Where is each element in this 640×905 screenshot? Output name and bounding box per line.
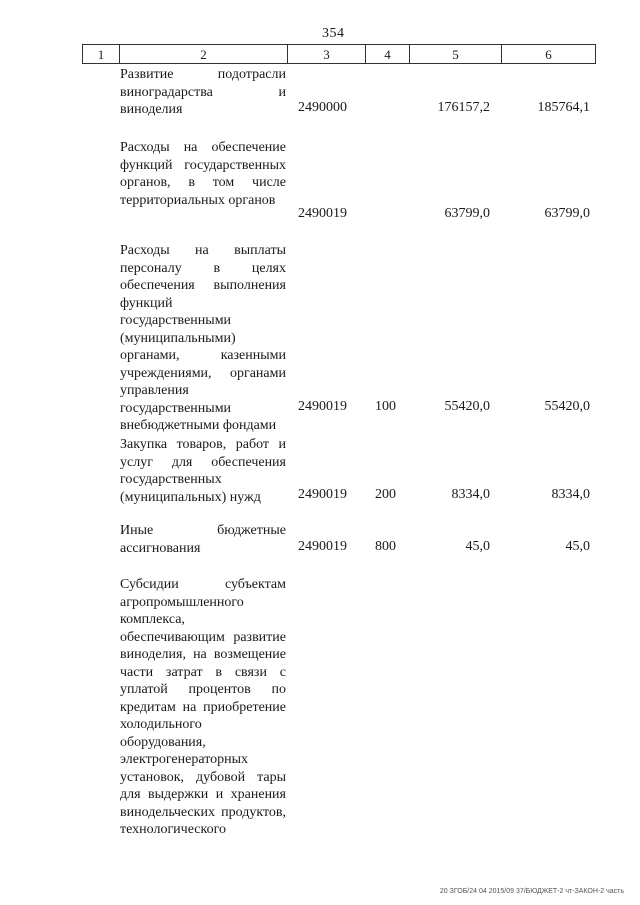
row-code: 2490019: [298, 206, 347, 221]
print-footer: 20 ЗГОБ/24 04 2015/09 37/БЮДЖЕТ-2 чт-ЗАКОН-2 часть: [439, 888, 624, 895]
row-description: Закупка товаров, работ и услуг для обеспечения государственных (муниципальных) нужд: [120, 437, 286, 505]
column-header-5: 5: [409, 45, 501, 63]
row-value-col6: 45,0: [565, 539, 590, 554]
row-description: Иные бюджетные ассигнования: [120, 523, 286, 556]
row-description: Расходы на выплаты персоналу в целях обеспечения выполнения функций государственными (муниципальными) органами, казенными учреждениями, органами управления государственными внебюджетными фондами: [120, 243, 286, 433]
page-number: 354: [322, 26, 345, 41]
row-value-col6: 8334,0: [551, 487, 590, 502]
row-expense-type: 800: [375, 539, 396, 554]
column-header-1: 1: [97, 47, 105, 62]
column-header-4: 4: [365, 45, 409, 63]
row-value-col5: 45,0: [465, 539, 490, 554]
row-value-col5: 55420,0: [444, 399, 490, 414]
row-description: Субсидии субъектам агропромышленного комплекса, обеспечивающим развитие виноделия, на возмещение части затрат в связи с уплатой процентов по кредитам на приобретение холодильного оборудования, электрогенераторных установок, дубовой тары для выдержки и хранения винодельческих продуктов, технологического: [120, 577, 286, 837]
row-value-col6: 63799,0: [544, 206, 590, 221]
column-header-3: 3: [287, 45, 365, 63]
row-code: 2490019: [298, 399, 347, 414]
row-description: Расходы на обеспечение функций государственных органов, в том числе территориальных органов: [120, 140, 286, 208]
column-header-6: 6: [501, 45, 595, 63]
row-code: 2490019: [298, 539, 347, 554]
row-code: 2490019: [298, 487, 347, 502]
row-expense-type: 200: [375, 487, 396, 502]
row-value-col6: 185764,1: [537, 100, 590, 115]
row-value-col5: 63799,0: [444, 206, 490, 221]
column-header-2: 2: [119, 45, 287, 63]
row-value-col6: 55420,0: [544, 399, 590, 414]
column-header-row: [82, 44, 596, 64]
row-description: Развитие подотрасли виноградарства и виноделия: [120, 67, 286, 117]
row-expense-type: 100: [375, 399, 396, 414]
row-code: 2490000: [298, 100, 347, 115]
row-value-col5: 176157,2: [437, 100, 490, 115]
row-value-col5: 8334,0: [451, 487, 490, 502]
